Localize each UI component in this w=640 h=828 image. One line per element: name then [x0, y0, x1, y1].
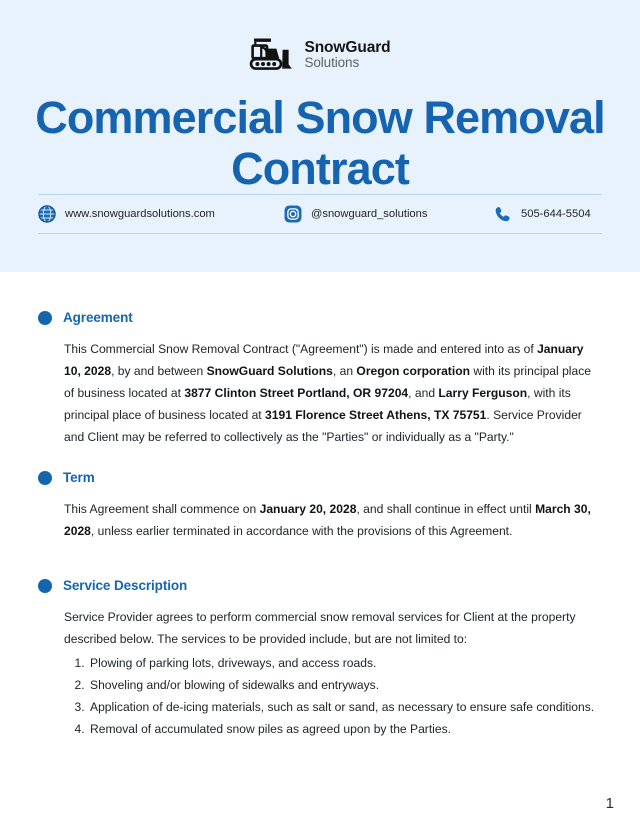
document-header — [0, 0, 640, 272]
page-title: Commercial Snow Removal Contract — [35, 92, 605, 195]
phone-icon — [494, 205, 512, 223]
document-body — [0, 272, 640, 740]
service-list — [64, 652, 602, 740]
section-agreement — [38, 310, 602, 448]
section-service-description-header — [38, 578, 602, 593]
section-service-description — [38, 578, 602, 740]
bullet-dot-icon — [38, 579, 52, 593]
section-service-description-title: Service Description — [63, 578, 188, 593]
list-item: 2. Shoveling and/or blowing of sidewalks and entryways. — [88, 674, 602, 696]
contact-website[interactable] — [38, 205, 284, 223]
section-term-title: Term — [63, 470, 95, 485]
list-item: 1. Plowing of parking lots, driveways, and access roads. — [88, 652, 602, 674]
globe-icon — [38, 205, 56, 223]
contact-bar — [38, 194, 602, 234]
contact-phone-text: 505-644-5504 — [521, 208, 591, 220]
list-item: 4. Removal of accumulated snow piles as agreed upon by the Parties. — [88, 718, 602, 740]
contact-instagram-text: @snowguard_solutions — [311, 208, 428, 220]
page-number: 1 — [605, 795, 614, 812]
brand-name: SnowGuard — [304, 38, 391, 56]
contact-phone[interactable] — [494, 205, 591, 223]
section-term-header — [38, 470, 602, 485]
section-service-description-text: Service Provider agrees to perform commercial snow removal services for Client at the property described below. The services to be provided include, but are not limited to: — [64, 610, 576, 646]
bullet-dot-icon — [38, 311, 52, 325]
section-term — [38, 470, 602, 542]
brand-logo — [30, 0, 610, 78]
section-agreement-text: This Commercial Snow Removal Contract ("Agreement") is made and entered into as of January 10, 2028, by and between SnowGuard Solutions, an Oregon corporation with its principal place of business located at 3877 Clinton Street Portland, OR 97204, and Larry Ferguson, with its principal place of business located at 3191 Florence Street Athens, TX 75751. Service Provider and Client may be referred to collectively as the "Parties" or individually as a "Party." — [64, 342, 591, 444]
instagram-icon — [284, 205, 302, 223]
bulldozer-icon — [249, 35, 295, 75]
brand-logo-text — [304, 40, 390, 70]
contact-website-text: www.snowguardsolutions.com — [65, 208, 215, 220]
contact-instagram[interactable] — [284, 205, 494, 223]
brand-subtitle: Solutions — [304, 55, 360, 71]
section-term-text: This Agreement shall commence on January 20, 2028, and shall continue in effect until March 30, 2028, unless earlier terminated in accordance with the provisions of this Agreement. — [64, 502, 591, 538]
section-agreement-title: Agreement — [63, 310, 133, 325]
list-item: 3. Application of de-icing materials, such as salt or sand, as necessary to ensure safe conditions. — [88, 696, 602, 718]
bullet-dot-icon — [38, 471, 52, 485]
section-agreement-header — [38, 310, 602, 325]
